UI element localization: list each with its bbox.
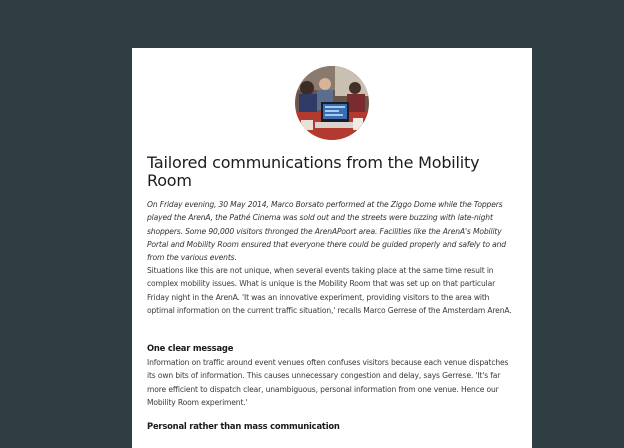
article-lead: On Friday evening, 30 May 2014, Marco Borsato performed at the Ziggo Dome while the Toppers played the ArenA, the Pathé Cinema was sold out and the streets were buzzing with late-night shoppers. Some 90,000 visitors thronged the ArenAPoort area. Facilities like the ArenA's Mobility Portal and Mobility Room ensured that everyone there could be guided properly and safely to and from the various events.	[147, 200, 506, 263]
article-avatar-image	[295, 66, 369, 140]
article-paragraph: Situations like this are not unique, when several events taking place at the same time result in complex mobility issues. What is unique is the Mobility Room that was set up on that particular Friday night in the ArenA. 'It was an innovative experiment, providing visitors to the area with optimal information on the current traffic situation,' recalls Marco Gerrese of the Amsterdam ArenA.	[147, 266, 512, 315]
article-title: Tailored communications from the Mobility Room	[147, 153, 480, 190]
section-heading: One clear message	[147, 343, 234, 353]
section-heading: Personal rather than mass communication	[147, 421, 340, 431]
article-paragraph: Information on traffic around event venues often confuses visitors because each venue dispatches its own bits of information. This causes unnecessary congestion and delay, says Gerrese. 'It's far more efficient to dispatch clear, unambiguous, personal information from one venue. Hence our Mobility Room experiment.'	[147, 358, 509, 407]
article-card	[132, 48, 532, 448]
